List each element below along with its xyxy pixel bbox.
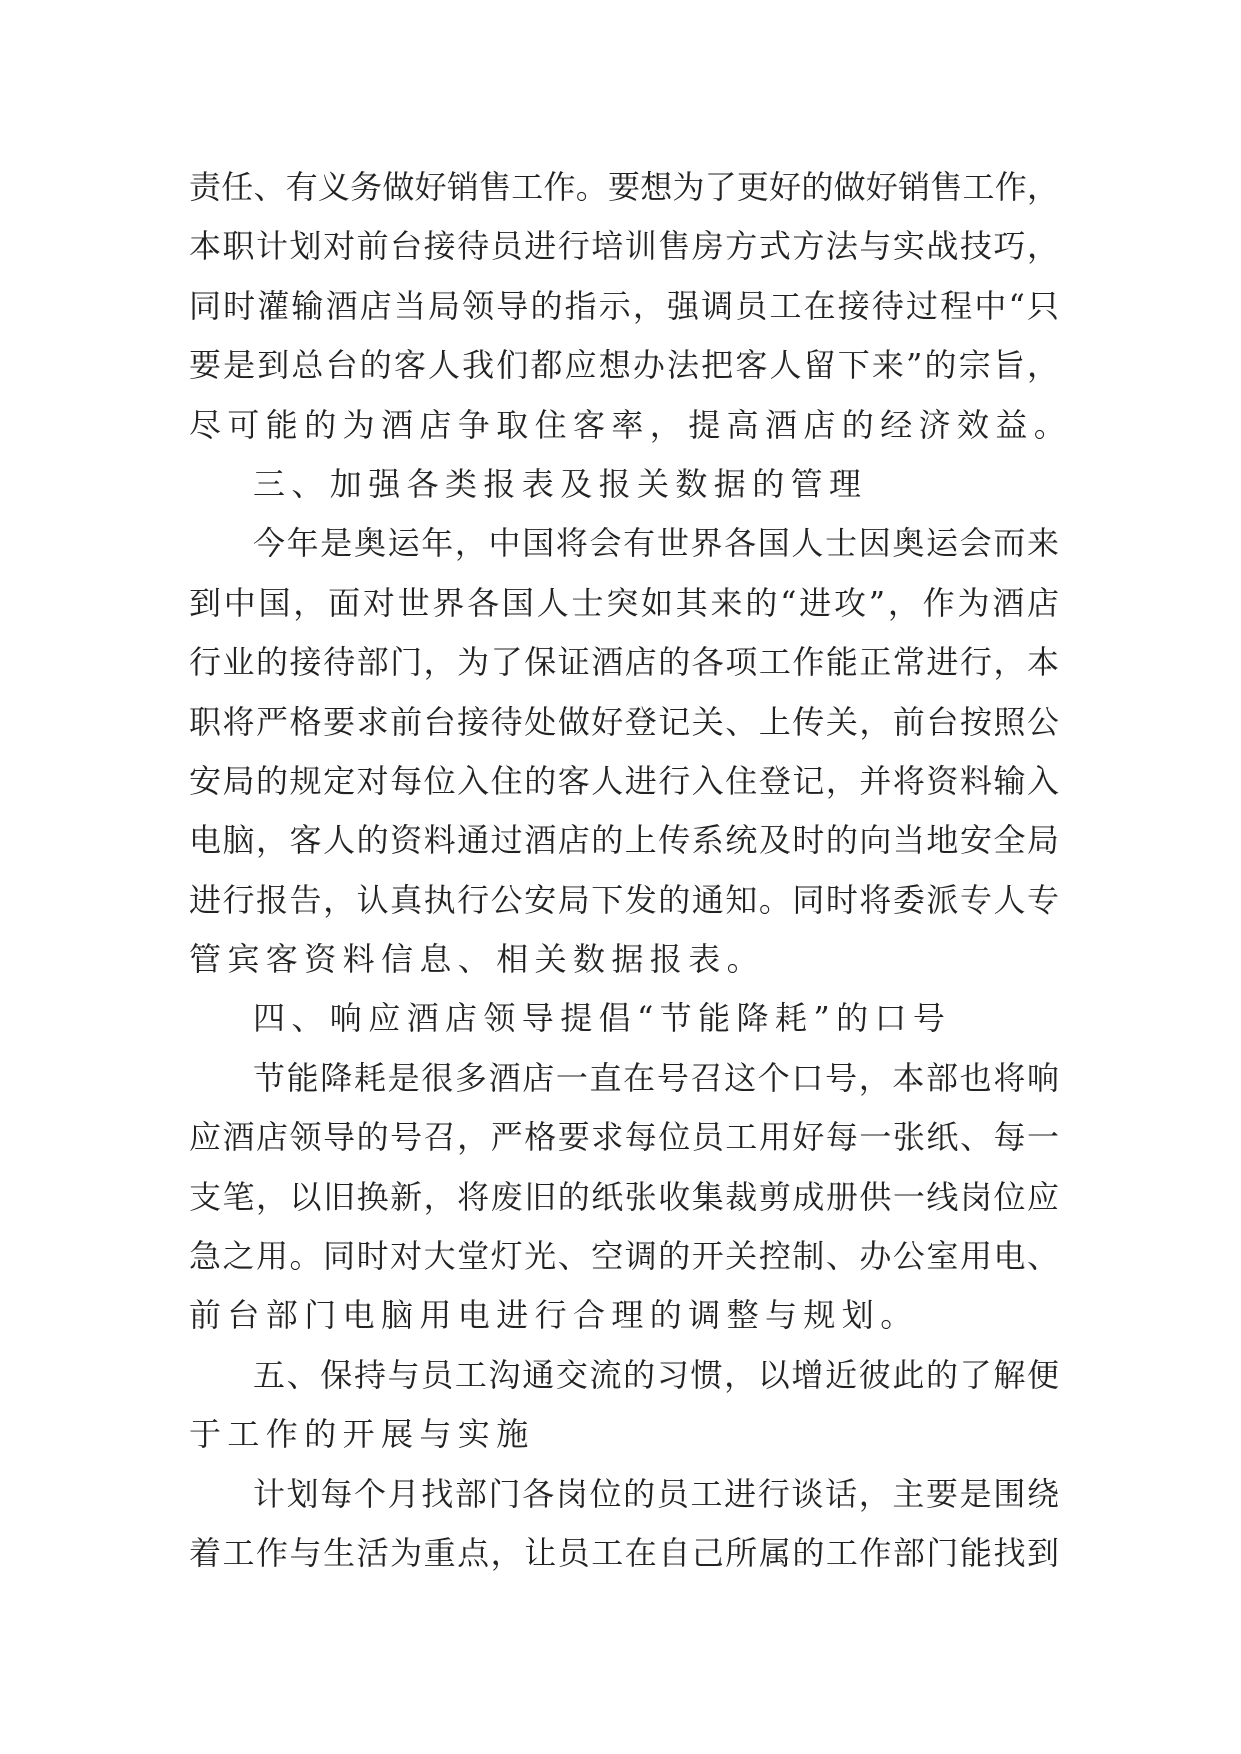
text-line: 责任、有义务做好销售工作。要想为了更好的做好销售工作， [189, 168, 1059, 206]
text-line: 着工作与生活为重点，让员工在自己所属的工作部门能找到 [189, 1533, 1059, 1572]
text-line: 行业的接待部门，为了保证酒店的各项工作能正常进行，本 [189, 643, 1059, 682]
section-heading-continued: 于工作的开展与实施 [189, 1415, 535, 1454]
document-body [189, 158, 1073, 1583]
text-line: 前台部门电脑用电进行合理的调整与规划。 [189, 1296, 919, 1335]
text-line: 急之用。同时对大堂灯光、空调的开关控制、办公室用电、 [189, 1237, 1059, 1276]
text-line: 节能降耗是很多酒店一直在号召这个口号，本部也将响 [253, 1058, 1059, 1097]
text-line: 职将严格要求前台接待处做好登记关、上传关，前台按照公 [189, 702, 1059, 741]
text-line: 今年是奥运年，中国将会有世界各国人士因奥运会而来 [253, 524, 1059, 563]
section-heading: 四、响应酒店领导提倡“节能降耗”的口号 [253, 999, 952, 1038]
text-line: 进行报告，认真执行公安局下发的通知。同时将委派专人专 [189, 880, 1059, 919]
text-line: 支笔，以旧换新，将废旧的纸张收集裁剪成册供一线岗位应 [189, 1177, 1059, 1216]
text-line: 安局的规定对每位入住的客人进行入住登记，并将资料输入 [189, 761, 1059, 800]
text-line: 要是到总台的客人我们都应想办法把客人留下来”的宗旨， [189, 346, 1059, 385]
text-line: 应酒店领导的号召，严格要求每位员工用好每一张纸、每一 [189, 1118, 1059, 1157]
text-line: 管宾客资料信息、相关数据报表。 [189, 940, 766, 979]
text-line: 同时灌输酒店当局领导的指示，强调员工在接待过程中“只 [189, 286, 1059, 325]
text-line: 计划每个月找部门各岗位的员工进行谈话，主要是围绕 [253, 1474, 1059, 1513]
text-line: 尽可能的为酒店争取住客率，提高酒店的经济效益。 [189, 405, 1073, 444]
text-line: 到中国，面对世界各国人士突如其来的“进攻”，作为酒店 [189, 583, 1059, 622]
text-line: 电脑，客人的资料通过酒店的上传系统及时的向当地安全局 [189, 821, 1059, 860]
section-heading: 三、加强各类报表及报关数据的管理 [253, 464, 868, 503]
section-heading: 五、保持与员工沟通交流的习惯，以增近彼此的了解便 [253, 1355, 1059, 1394]
text-line: 本职计划对前台接待员进行培训售房方式方法与实战技巧， [189, 227, 1059, 266]
